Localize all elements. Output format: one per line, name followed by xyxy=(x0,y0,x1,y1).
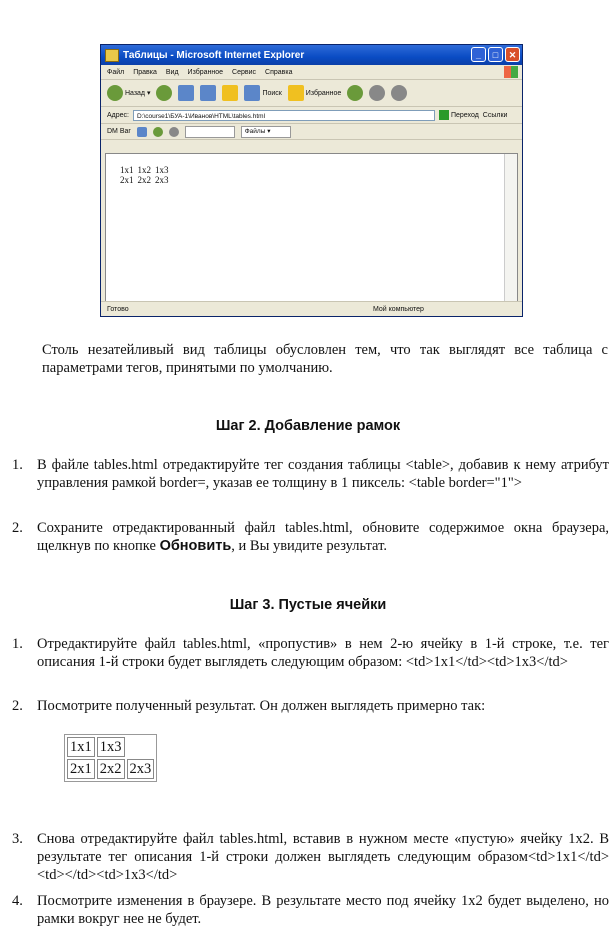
table-cell: 1x3 xyxy=(155,165,169,175)
menu-bar xyxy=(101,65,522,80)
window-titlebar xyxy=(101,45,522,65)
step2-heading: Шаг 2. Добавление рамок xyxy=(215,418,401,434)
address-input[interactable]: D:\course1\БУА-1\Иванов\HTML\tables.html xyxy=(133,110,435,121)
table-cell: 2x2 xyxy=(137,175,151,185)
menu-edit[interactable]: Правка xyxy=(133,68,157,76)
list-text: Сохраните отредактированный файл tables.html, обновите содержимое окна браузера, щелкнув по кнопке Обновить, и Вы увидите результат. xyxy=(37,520,609,554)
search-button[interactable]: Поиск xyxy=(244,85,281,101)
menu-file[interactable]: Файл xyxy=(107,68,125,76)
toolbar-field[interactable] xyxy=(185,126,235,138)
table-cell: 2x1 xyxy=(120,175,134,185)
history-icon[interactable] xyxy=(347,85,363,101)
address-bar xyxy=(101,107,522,124)
table-row xyxy=(118,175,171,185)
list-text: Посмотрите полученный результат. Он должен выглядеть примерно так: xyxy=(37,698,486,714)
table-cell: 2x2 xyxy=(97,759,125,779)
minimize-button[interactable]: _ xyxy=(471,47,486,62)
menu-tools[interactable]: Сервис xyxy=(232,68,257,76)
list-text: В файле tables.html отредактируйте тег создания таблицы <table>, добавив к нему атрибут управления рамкой border=, указав ее толщину в 1 пиксель: <table border="1"> xyxy=(37,457,609,491)
status-zone: Мой компьютер xyxy=(373,305,424,313)
toolbar-small-icon[interactable] xyxy=(169,127,179,137)
vertical-scrollbar[interactable] xyxy=(504,154,517,301)
step3-heading: Шаг 3. Пустые ячейки xyxy=(229,597,387,613)
list-text: Посмотрите изменения в браузере. В результате место под ячейку 1x2 будет выделено, но рамки вокруг нее не будет. xyxy=(37,893,609,927)
maximize-button[interactable]: □ xyxy=(488,47,503,62)
table-cell: 1x1 xyxy=(120,165,134,175)
ie-app-icon xyxy=(105,49,119,62)
list-item xyxy=(12,456,609,492)
dm-bar-label: DM Bar xyxy=(107,128,131,135)
list-text: Снова отредактируйте файл tables.html, вставив в нужном месте «пустую» ячейку 1x2. В результате тег описания 1-й строки должен выглядеть следующим образом<td>1x1</td><td></td><td>1x3</td> xyxy=(37,831,609,883)
list-item xyxy=(12,635,609,671)
print-icon[interactable] xyxy=(391,85,407,101)
example-table xyxy=(64,734,157,782)
go-arrow-icon xyxy=(439,110,449,120)
content-table xyxy=(118,165,171,185)
status-text: Готово xyxy=(107,305,129,313)
favorites-button[interactable]: Избранное xyxy=(288,85,341,101)
list-number: 2. xyxy=(12,698,23,714)
stop-icon[interactable] xyxy=(178,85,194,101)
status-bar xyxy=(101,301,522,316)
window-title: Таблицы - Microsoft Internet Explorer xyxy=(123,49,305,61)
toolbar xyxy=(101,80,522,107)
toolbar-small-icon[interactable] xyxy=(137,127,147,137)
list-item xyxy=(12,830,609,884)
list-number: 1. xyxy=(12,636,23,652)
table-row xyxy=(67,759,154,779)
table-cell: 1x1 xyxy=(67,737,95,757)
menu-help[interactable]: Справка xyxy=(265,68,293,76)
toolbar-small-icon[interactable] xyxy=(153,127,163,137)
back-button[interactable]: Назад ▾ xyxy=(107,85,150,101)
list-number: 2. xyxy=(12,520,23,536)
table-cell-missing xyxy=(127,737,155,757)
table-cell: 1x3 xyxy=(97,737,125,757)
list-item xyxy=(12,697,609,715)
list-item xyxy=(12,892,609,928)
back-arrow-icon xyxy=(107,85,123,101)
address-label: Адрес: xyxy=(107,111,129,119)
table-cell: 2x3 xyxy=(127,759,155,779)
mail-icon[interactable] xyxy=(369,85,385,101)
menu-favorites[interactable]: Избранное xyxy=(187,68,224,76)
list-number: 3. xyxy=(12,831,23,847)
list-number: 1. xyxy=(12,457,23,473)
table-cell: 2x3 xyxy=(155,175,169,185)
table-cell: 1x2 xyxy=(137,165,151,175)
intro-paragraph: Столь незатейливый вид таблицы обусловлен тем, что так выглядят все таблица с параметрами тегов, принятыми по умолчанию. xyxy=(42,342,608,376)
browser-content-area xyxy=(105,153,518,302)
browser-screenshot xyxy=(100,44,523,317)
list-number: 4. xyxy=(12,893,23,909)
table-row xyxy=(67,737,154,757)
menu-view[interactable]: Вид xyxy=(165,68,179,76)
list-text: Отредактируйте файл tables.html, «пропустив» в нем 2-ю ячейку в 1-й строке, т.е. тег описания 1-й строки будет выглядеть следующим образом: <td>1x1</td><td>1x3</td> xyxy=(37,636,609,670)
table-cell: 2x1 xyxy=(67,759,95,779)
table-row xyxy=(118,165,171,175)
forward-arrow-icon[interactable] xyxy=(156,85,172,101)
refresh-icon[interactable] xyxy=(200,85,216,101)
files-dropdown[interactable]: Файлы ▾ xyxy=(241,126,292,138)
windows-logo-icon xyxy=(504,66,518,78)
links-toolbar xyxy=(101,124,522,140)
go-button[interactable]: Переход xyxy=(439,110,479,120)
links-label[interactable]: Ссылки xyxy=(482,111,508,119)
home-icon[interactable] xyxy=(222,85,238,101)
search-icon xyxy=(244,85,260,101)
list-item xyxy=(12,519,609,555)
star-icon xyxy=(288,85,304,101)
close-button[interactable]: ✕ xyxy=(505,47,520,62)
refresh-button-name: Обновить xyxy=(159,538,232,554)
